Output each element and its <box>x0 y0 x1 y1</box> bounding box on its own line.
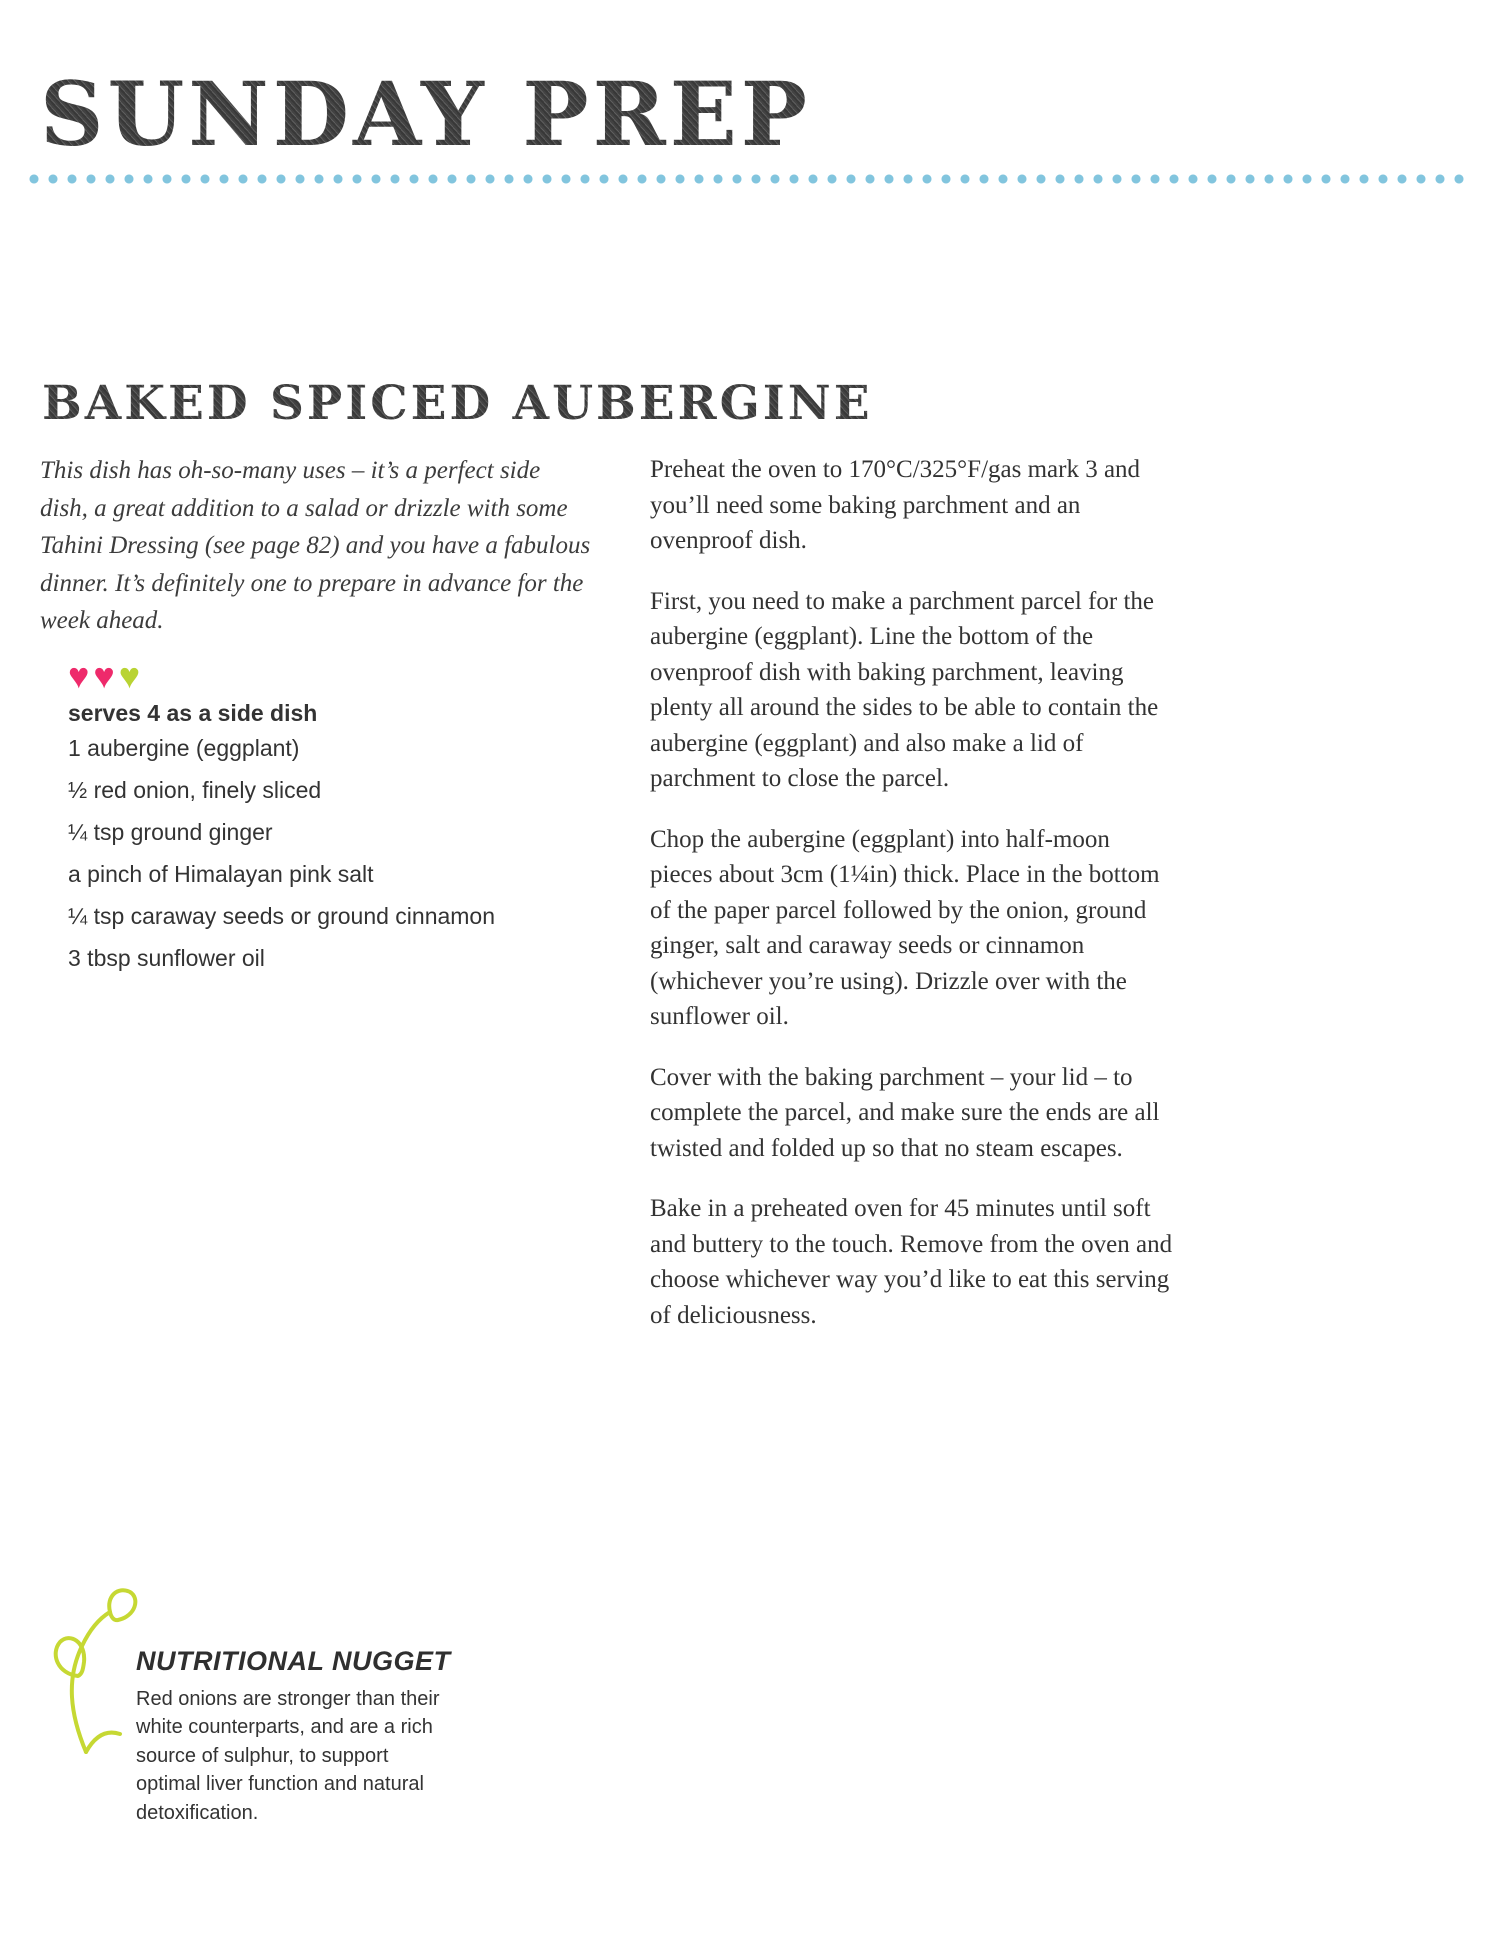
ingredient-item: ¼ tsp caraway seeds or ground cinnamon <box>68 902 496 929</box>
serves-line: serves 4 as a side dish <box>68 699 318 726</box>
nugget-text: Red onions are stronger than their white counterparts, and are a rich source of sulphur, to support optimal liver function and natural detoxification. <box>136 1688 440 1824</box>
heart-icon: ♥ <box>118 655 145 696</box>
ingredient-item: ½ red onion, finely sliced <box>68 776 322 803</box>
left-column <box>40 452 592 985</box>
method-column <box>650 452 1178 1358</box>
recipe-intro: This dish has oh-so-many uses – it’s a perfect side dish, a great addition to a salad or drizzle with some Tahini Dressing (see page 82) and you have a fabulous dinner. It’s definitely one to prepare in advance for the week ahead. <box>40 457 591 634</box>
recipe-title: BAKED SPICED AUBERGINE <box>42 376 873 431</box>
page-header-title: SUNDAY PREP <box>40 62 811 166</box>
rating-hearts <box>68 655 592 696</box>
nugget-body <box>136 1576 468 1827</box>
heart-icon: ♥ <box>68 655 94 696</box>
ingredient-item: 3 tbsp sunflower oil <box>68 944 265 971</box>
nutritional-nugget <box>48 1576 468 1827</box>
sprout-icon <box>48 1584 148 1754</box>
method-paragraph: Preheat the oven to 170°C/325°F/gas mark 3 and you’ll need some baking parchment and an ovenproof dish. <box>650 456 1141 554</box>
heart-icon: ♥ <box>93 655 119 696</box>
method-paragraph: Bake in a preheated oven for 45 minutes until soft and buttery to the touch. Remove from the oven and choose whichever way you’d like to eat this serving of deliciousness. <box>650 1195 1173 1329</box>
ingredients-list <box>68 733 592 974</box>
method-paragraph: Chop the aubergine (eggplant) into half-moon pieces about 3cm (1¼in) thick. Place in the bottom of the paper parcel followed by the onion, ground ginger, salt and caraway seeds or cinnamon (whichever you’re using). Drizzle over with the sunflower oil. <box>650 825 1160 1030</box>
method-paragraph: Cover with the baking parchment – your lid – to complete the parcel, and make sure the ends are all twisted and folded up so that no steam escapes. <box>650 1063 1160 1162</box>
ingredient-item: ¼ tsp ground ginger <box>68 818 273 845</box>
nugget-title: NUTRITIONAL NUGGET <box>136 1646 451 1676</box>
ingredient-item: 1 aubergine (eggplant) <box>68 734 300 761</box>
method-paragraph: First, you need to make a parchment parcel for the aubergine (eggplant). Line the bottom of the ovenproof dish with baking parchment, leaving plenty all around the sides to be able to contain the aubergine (eggplant) and also make a lid of parchment to close the parcel. <box>650 587 1159 792</box>
dotted-divider <box>28 172 1468 186</box>
ingredient-item: a pinch of Himalayan pink salt <box>68 860 374 887</box>
